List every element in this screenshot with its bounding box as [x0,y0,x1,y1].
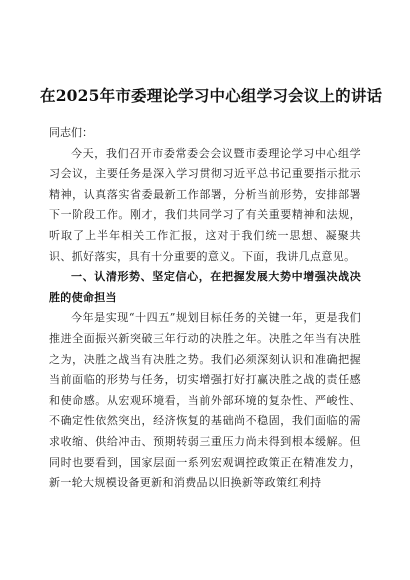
section-paragraph: 今年是实现“十四五”规划目标任务的关键一年，更是我们推进全面振兴新突破三年行动的决胜之年。决胜之年当有决胜之为，决胜之战当有决胜之势。我们必须深刻认识和准确把握当前面临的形势与任务，切实增强打好打赢决胜之战的责任感和使命感。从宏观环境看，当前外部环境的复杂性、严峻性、不确定性依然突出，经济恢复的基础尚不稳固，我们面临的需求收缩、供给冲击、预期转弱三重压力尚未得到根本缓解。但同时也要看到，国家层面一系列宏观调控政策正在精准发力，新一轮大规模设备更新和消费品以旧换新等政策红利持 [49,311,361,490]
salutation: 同志们： [49,126,93,139]
opening-paragraph: 今天，我们召开市委常委会会议暨市委理论学习中心组学习会议，主要任务是深入学习贯彻习近平总书记重要指示批示精神，认真落实省委最新工作部署，分析当前形势，安排部署下一阶段工作。刚才，我们共同学习了有关重要精神和法规，听取了上半年相关工作汇报，这对于我们统一思想、凝聚共识、抓好落实，具有十分重要的意义。下面，我讲几点意见。 [49,146,361,263]
document-body [49,123,361,494]
document-title: 在2025年市委理论学习中心组学习会议上的讲话 [40,86,383,105]
section-heading: 一、认清形势、坚定信心，在把握发展大势中增强决战决胜的使命担当 [49,270,361,304]
